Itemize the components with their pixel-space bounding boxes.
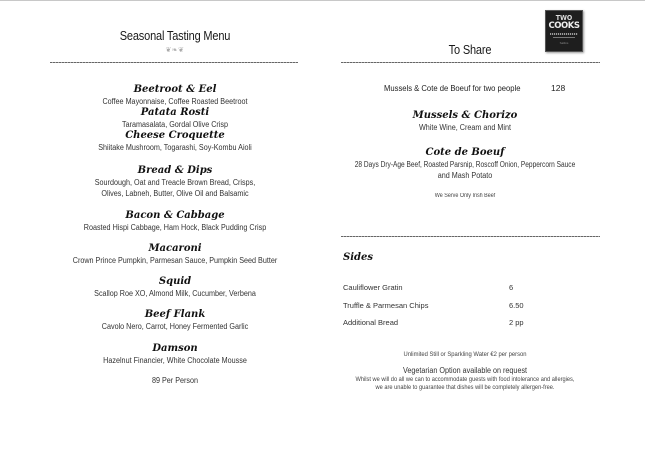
- dish-cote-de-boeuf: [330, 147, 600, 181]
- right-divider-sides: [341, 236, 600, 237]
- two-cooks-logo: [545, 10, 583, 52]
- dish-name: Bacon & Cabbage: [125, 210, 225, 221]
- dish-patata-rosti: [40, 107, 310, 130]
- left-divider: [50, 62, 298, 63]
- logo-text-line1: TWO: [555, 14, 573, 22]
- dish-name: Beetroot & Eel: [133, 84, 217, 95]
- vegetarian-note: Vegetarian Option available on request: [402, 366, 528, 375]
- dish-desc: Olives, Labneh, Butter, Olive Oil and Balsamic: [101, 189, 249, 198]
- dish-squid: [40, 276, 310, 299]
- dish-damson: [40, 343, 310, 366]
- allergy-note-line: Whilst we will do all we can to accommodate guests with food intolerance and allergies,: [355, 376, 575, 383]
- dish-desc: and Mash Potato: [437, 171, 493, 180]
- to-share-title: To Share: [448, 43, 492, 57]
- dish-desc: Taramasalata, Gordal Olive Crisp: [121, 120, 229, 129]
- dish-cheese-croquette: [40, 130, 310, 153]
- dish-name: Cote de Boeuf: [425, 147, 505, 158]
- dish-desc: Coffee Mayonnaise, Coffee Roasted Beetroot: [102, 97, 248, 106]
- share-item-name: Mussels & Cote de Boeuf for two people: [384, 83, 521, 93]
- price-per-person: 89 Per Person: [151, 376, 199, 385]
- water-note: Unlimited Still or Sparkling Water €2 per person: [403, 351, 527, 358]
- dish-name: Damson: [152, 343, 198, 354]
- dish-name: Squid: [158, 276, 192, 287]
- logo-text-line2: COOKS: [548, 21, 580, 31]
- allergy-note-line: we are unable to guarantee that dishes will be completely allergen-free.: [375, 384, 555, 391]
- side-item-name: Cauliflower Gratin: [343, 283, 403, 292]
- side-item-price: 6.50: [509, 301, 524, 310]
- dish-desc: Hazelnut Financier, White Chocolate Mousse: [103, 356, 247, 365]
- dish-desc: 28 Days Dry-Age Beef, Roasted Parsnip, Roscoff Onion, Peppercorn Sauce: [354, 160, 576, 169]
- dish-desc: Crown Prince Pumpkin, Parmesan Sauce, Pumpkin Seed Butter: [72, 256, 278, 265]
- footer-notes: [330, 351, 600, 392]
- side-item-name: Truffle & Parmesan Chips: [343, 301, 429, 310]
- dish-name: Patata Rosti: [140, 107, 210, 118]
- dish-name: Mussels & Chorizo: [412, 110, 518, 121]
- side-item-price: 2 pp: [509, 318, 524, 327]
- flourish-ornament-icon: ❦❧❦: [165, 46, 185, 54]
- dish-macaroni: [40, 243, 310, 266]
- share-item-price: 128: [551, 83, 566, 93]
- dish-name: Bread & Dips: [137, 165, 213, 176]
- dish-beetroot-eel: [40, 84, 310, 107]
- dish-name: Beef Flank: [144, 309, 206, 320]
- sides-heading: Sides: [343, 252, 374, 263]
- tasting-menu-title: Seasonal Tasting Menu: [119, 29, 231, 43]
- top-border: [0, 0, 645, 1]
- dish-desc: White Wine, Cream and Mint: [418, 123, 512, 132]
- logo-subtitle: Sallins: [559, 41, 569, 45]
- dish-name: Macaroni: [148, 243, 202, 254]
- dish-desc: Sourdough, Oat and Treacle Brown Bread, Crisps,: [94, 178, 256, 187]
- dish-desc: Cavolo Nero, Carrot, Honey Fermented Garlic: [101, 322, 249, 331]
- dish-bread-dips: [40, 165, 310, 199]
- dish-bacon-cabbage: [40, 210, 310, 233]
- irish-beef-note: We Serve Only Irish Beef: [434, 193, 496, 199]
- logo-decoration: [550, 33, 578, 35]
- dish-desc: Roasted Hispi Cabbage, Ham Hock, Black Pudding Crisp: [83, 223, 267, 232]
- dish-mussels-chorizo: [330, 110, 600, 133]
- dish-desc: Shiitake Mushroom, Togarashi, Soy-Kombu Aioli: [98, 143, 252, 152]
- side-item-price: 6: [509, 283, 514, 292]
- dish-beef-flank: [40, 309, 310, 332]
- tasting-menu-list: [40, 84, 310, 386]
- share-dishes: [330, 110, 600, 199]
- logo-decoration: [553, 37, 575, 38]
- dish-name: Cheese Croquette: [125, 130, 225, 141]
- right-divider-top: [341, 62, 600, 63]
- dish-desc: Scallop Roe XO, Almond Milk, Cucumber, Verbena: [94, 289, 256, 298]
- side-item-name: Additional Bread: [343, 318, 399, 327]
